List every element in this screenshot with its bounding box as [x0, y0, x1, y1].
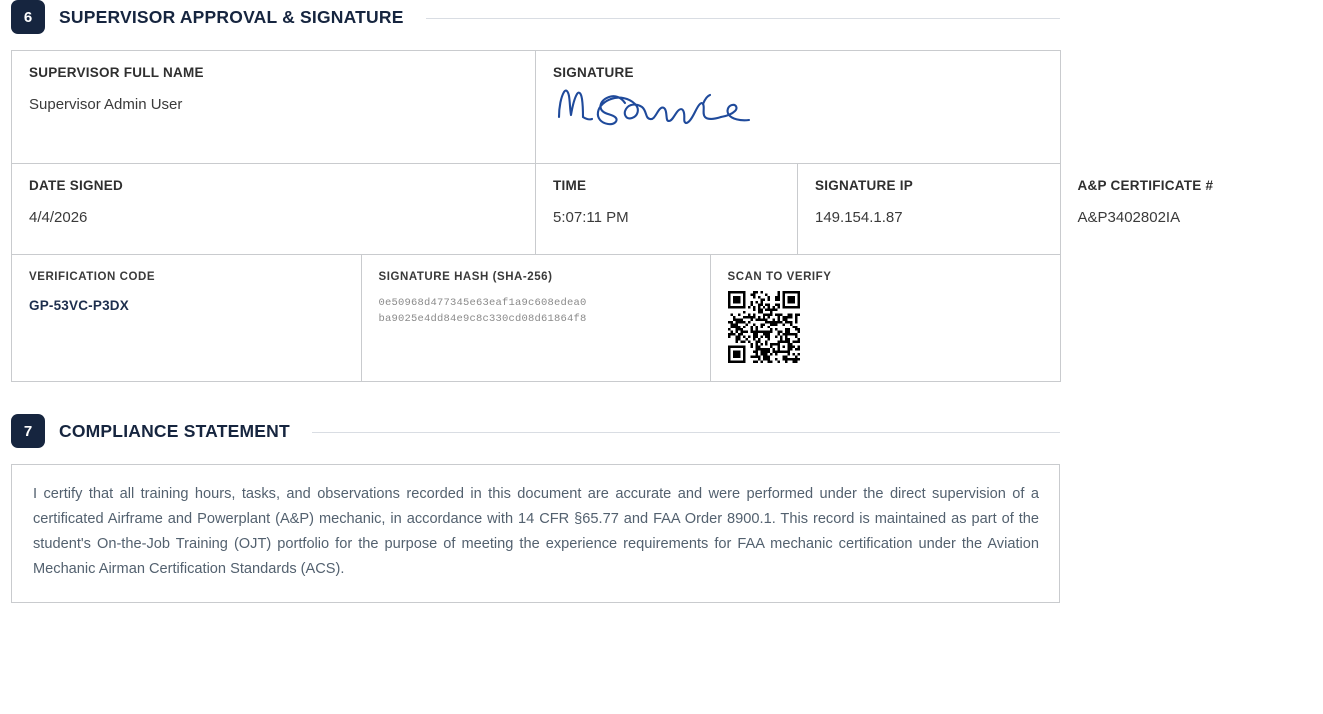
time-label: TIME: [553, 178, 587, 193]
table-row: [12, 51, 1061, 164]
supervisor-name-value: Supervisor Admin User: [29, 96, 183, 114]
verification-code-label: VERIFICATION CODE: [29, 271, 156, 283]
date-signed-value: 4/4/2026: [29, 209, 88, 227]
cell-supervisor-name: [12, 51, 536, 164]
signature-hash-line-1: 0e50968d477345e63eaf1a9c608edea0: [378, 297, 587, 309]
signature-label: SIGNATURE: [553, 65, 634, 80]
cell-verification-group: [12, 255, 1061, 382]
section-number-badge: 7: [11, 414, 45, 448]
cell-ap-certificate: [1060, 164, 1323, 254]
ap-certificate-value: A&P3402802IA: [1077, 209, 1181, 227]
signature-hash-line-2: ba9025e4dd84e9c8c330cd08d61864f8: [378, 313, 587, 326]
date-signed-label: DATE SIGNED: [29, 178, 124, 193]
signature-ip-label: SIGNATURE IP: [815, 178, 914, 193]
section-header-compliance: [11, 414, 1060, 448]
signature-image: [553, 83, 1043, 129]
signature-hash-value: [379, 295, 693, 328]
section-title: SUPERVISOR APPROVAL & SIGNATURE: [59, 6, 404, 27]
section-divider-rule: [312, 432, 1060, 433]
supervisor-name-label: SUPERVISOR FULL NAME: [29, 65, 204, 80]
section-header-supervisor: [11, 0, 1060, 34]
cell-scan-to-verify: [710, 255, 1061, 381]
supervisor-signature-table: [11, 50, 1214, 382]
cell-verification-code: [12, 255, 361, 381]
table-row: [12, 164, 1061, 255]
cell-signature-ip: [798, 164, 1060, 254]
qr-code-icon[interactable]: [728, 291, 800, 363]
qr-code-wrapper: [728, 291, 1045, 363]
cell-signature-hash: [361, 255, 710, 381]
cell-ip-and-cert-group: [798, 164, 1214, 255]
compliance-statement-text: I certify that all training hours, tasks, and observations recorded in this document are accurate and were performed under the direct supervision of a certificated Airframe and Powerplant (A&P) mechanic, in accordance with 14 CFR §65.77 and FAA Order 8900.1. This record is maintained as part of the student's On-the-Job Training (OJT) portfolio for the purpose of meeting the experience requirements for FAA mechanic certification under the Aviation Mechanic Airman Certification Standards (ACS).: [33, 486, 1039, 578]
verification-code-value: GP-53VC-P3DX: [29, 298, 129, 313]
signature-hash-label: SIGNATURE HASH (SHA-256): [378, 271, 553, 283]
cell-signature: [536, 51, 1061, 164]
section-number-badge: 6: [11, 0, 45, 34]
time-value: 5:07:11 PM: [553, 209, 629, 227]
table-row: [12, 255, 1061, 382]
cell-date-signed: [12, 164, 536, 255]
section-title: COMPLIANCE STATEMENT: [59, 420, 290, 441]
scan-to-verify-label: SCAN TO VERIFY: [727, 271, 832, 283]
ap-certificate-label: A&P CERTIFICATE #: [1077, 178, 1214, 193]
compliance-statement-box: [11, 464, 1060, 603]
cell-time: [536, 164, 798, 255]
section-divider-rule: [426, 18, 1060, 19]
signature-ip-value: 149.154.1.87: [815, 209, 903, 227]
